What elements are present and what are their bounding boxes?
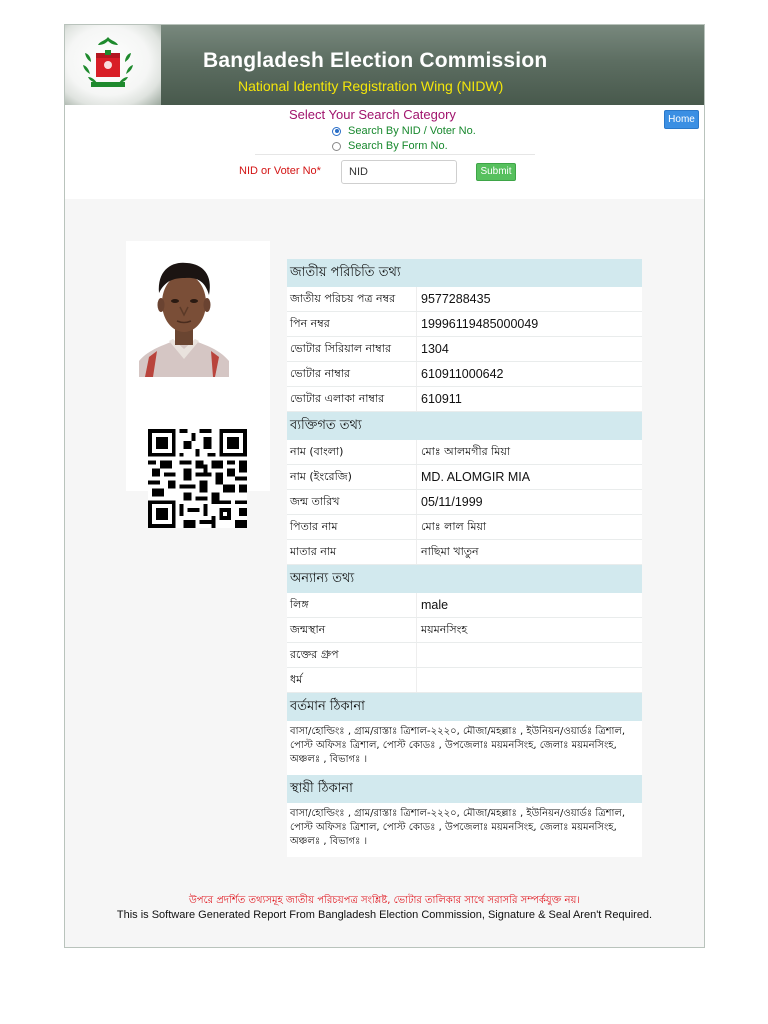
permanent-address-text: বাসা/হোল্ডিংঃ , গ্রাম/রাস্তাঃ ত্রিশাল-২২২০, মৌজা/মহল্লাঃ , ইউনিয়ন/ওয়ার্ডঃ ত্রিশাল, পোস্ট অফিসঃ ত্রিশাল, পোস্ট কোডঃ , উপজেলাঃ ময়মনসিংহ, জেলাঃ ময়মনসিংহ, অঞ্চলঃ , বিভাগঃ ।	[287, 803, 642, 857]
row-label: জন্ম তারিখ	[287, 490, 417, 514]
row-value: 05/11/1999	[421, 495, 483, 509]
row-value: MD. ALOMGIR MIA	[421, 470, 531, 484]
header-title: Bangladesh Election Commission	[203, 49, 548, 72]
table-row	[287, 540, 642, 565]
report-frame	[64, 24, 705, 948]
table-row	[287, 643, 642, 668]
divider	[255, 154, 535, 155]
search-category-title: Select Your Search Category	[289, 107, 456, 122]
citizen-photo	[139, 253, 229, 377]
row-label: ভোটার সিরিয়াল নাম্বার	[287, 337, 417, 361]
footer-notice-english: This is Software Generated Report From Bangladesh Election Commission, Signature & Seal Aren't Required.	[116, 909, 653, 921]
table-row	[287, 312, 642, 337]
home-button[interactable]: Home	[664, 110, 699, 129]
row-value	[417, 668, 642, 692]
section-heading-personal: ব্যক্তিগত তথ্য	[287, 412, 642, 440]
row-value	[417, 643, 642, 667]
radio-option-nid[interactable]	[332, 125, 476, 137]
table-row	[287, 287, 642, 312]
footer-notice-bangla: উপরে প্রদর্শিত তথ্যসমূহ জাতীয় পরিচয়পত্র সংশ্লিষ্ট, ভোটার তালিকার সাথে সরাসরি সম্পর্কযুক্ত নয়।	[189, 895, 580, 906]
row-value: মোঃ আলমগীর মিয়া	[421, 445, 511, 458]
row-label: পিতার নাম	[287, 515, 417, 539]
table-row	[287, 515, 642, 540]
section-heading-national-id: জাতীয় পরিচিতি তথ্য	[287, 259, 642, 287]
row-value: 610911	[421, 392, 462, 406]
table-row	[287, 362, 642, 387]
table-row	[287, 337, 642, 362]
election-commission-logo	[79, 35, 137, 93]
section-heading-permanent-address: স্থায়ী ঠিকানা	[287, 775, 642, 803]
table-row	[287, 618, 642, 643]
row-value: 9577288435	[421, 292, 491, 306]
radio-label-nid: Search By NID / Voter No.	[348, 125, 476, 137]
table-row	[287, 465, 642, 490]
search-panel	[65, 105, 704, 199]
table-row	[287, 668, 642, 693]
radio-unselected-icon[interactable]	[332, 142, 341, 151]
row-value: নাছিমা খাতুন	[421, 545, 479, 558]
header-subtitle: National Identity Registration Wing (NIDW)	[238, 78, 504, 94]
row-value: 610911000642	[421, 367, 504, 381]
row-label: নাম (ইংরেজি)	[287, 465, 417, 489]
row-label: জাতীয় পরিচয় পত্র নম্বর	[287, 287, 417, 311]
row-value: 19996119485000049	[421, 317, 539, 331]
row-value: male	[421, 598, 449, 612]
row-label: পিন নম্বর	[287, 312, 417, 336]
table-row	[287, 593, 642, 618]
row-label: জন্মস্থান	[287, 618, 417, 642]
qr-code	[148, 429, 247, 528]
logo-plate	[65, 25, 161, 105]
row-label: নাম (বাংলা)	[287, 440, 417, 464]
present-address-text: বাসা/হোল্ডিংঃ , গ্রাম/রাস্তাঃ ত্রিশাল-২২২০, মৌজা/মহল্লাঃ , ইউনিয়ন/ওয়ার্ডঃ ত্রিশাল, পোস্ট অফিসঃ ত্রিশাল, পোস্ট কোডঃ , উপজেলাঃ ময়মনসিংহ, জেলাঃ ময়মনসিংহ, অঞ্চলঃ , বিভাগঃ ।	[287, 721, 642, 775]
section-heading-other: অন্যান্য তথ্য	[287, 565, 642, 593]
photo-panel	[126, 241, 270, 491]
table-row	[287, 490, 642, 515]
info-table	[287, 259, 642, 857]
radio-option-form[interactable]	[332, 140, 448, 152]
nid-field-label: NID or Voter No*	[239, 165, 321, 177]
table-row	[287, 440, 642, 465]
table-row	[287, 387, 642, 412]
submit-button[interactable]: Submit	[476, 163, 516, 181]
row-label: রক্তের গ্রুপ	[287, 643, 417, 667]
row-label: লিঙ্গ	[287, 593, 417, 617]
radio-selected-icon[interactable]	[332, 127, 341, 136]
row-value: মোঃ লাল মিয়া	[421, 520, 487, 533]
row-value: ময়মনসিংহ	[421, 623, 468, 636]
header-banner	[65, 25, 704, 105]
row-label: মাতার নাম	[287, 540, 417, 564]
row-value: 1304	[421, 342, 449, 356]
row-label: ধর্ম	[287, 668, 417, 692]
nid-input[interactable]: NID	[341, 160, 457, 184]
section-heading-present-address: বর্তমান ঠিকানা	[287, 693, 642, 721]
row-label: ভোটার নাম্বার	[287, 362, 417, 386]
radio-label-form: Search By Form No.	[348, 140, 448, 152]
row-label: ভোটার এলাকা নাম্বার	[287, 387, 417, 411]
